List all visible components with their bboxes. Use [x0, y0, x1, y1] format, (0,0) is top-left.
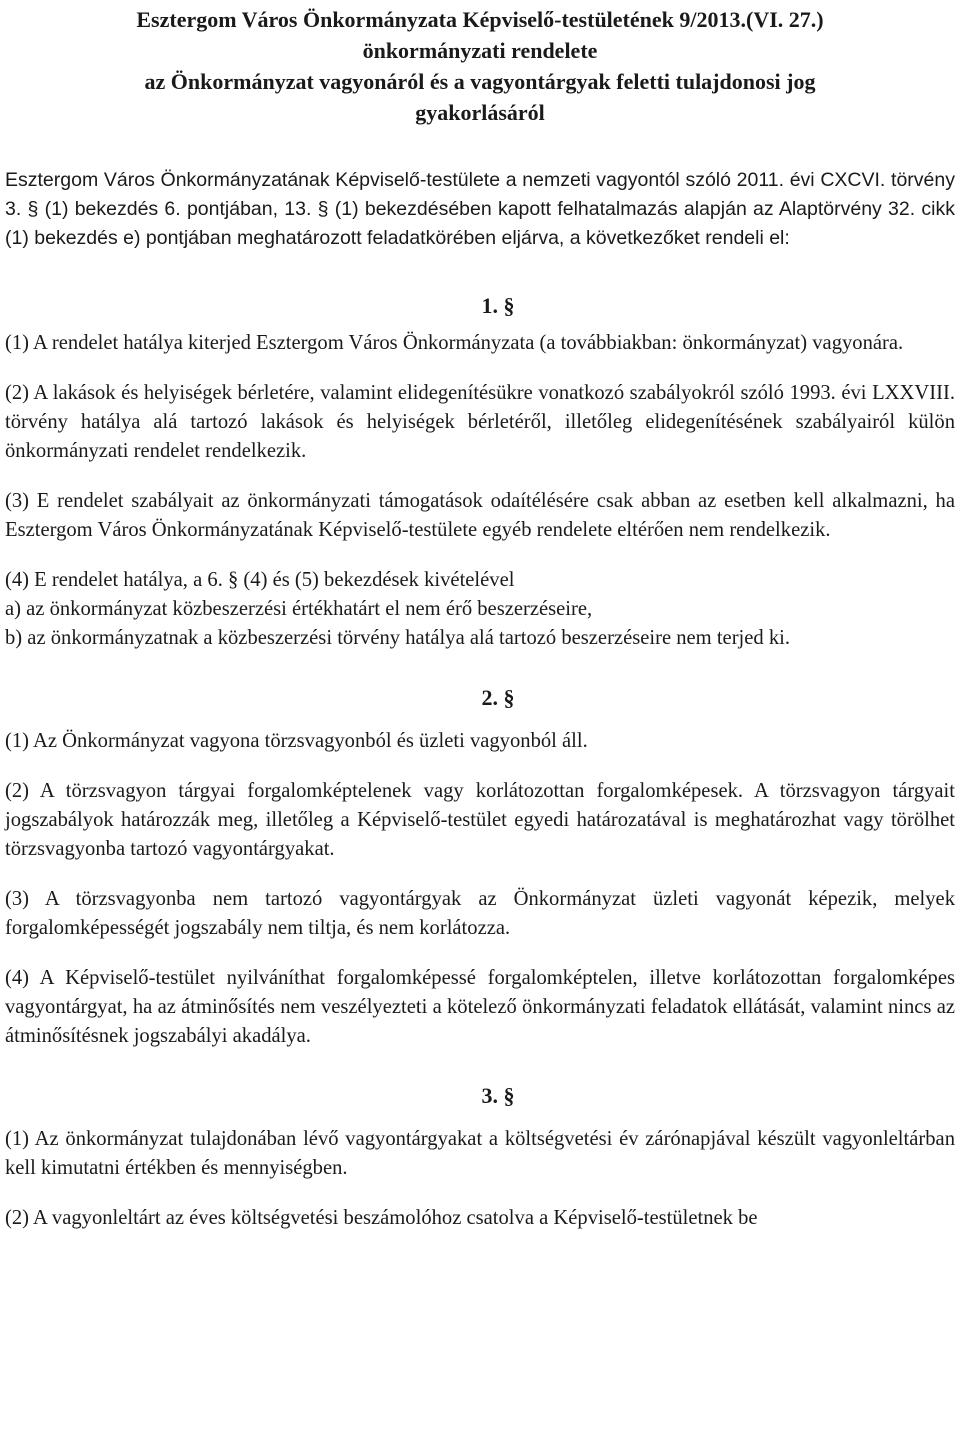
paragraph: (4) E rendelet hatálya, a 6. § (4) és (5) bekezdések kivételével [5, 569, 515, 591]
section-heading: 3. § [481, 1083, 515, 1108]
paragraph: (2) A lakások és helyiségek bérletére, valamint elidegenítésükre vonatkozó szabályokról szóló 1993. évi LXXVIII. törvény hatálya alá tartozó lakások és helyiségek bérletéről, illetőleg elidegenítésének szabályairól külön önkormányzati rendelet rendelkezik. [5, 382, 955, 462]
section-heading: 2. § [481, 685, 515, 710]
title-line: gyakorlásáról [415, 100, 545, 125]
paragraph: (1) Az Önkormányzat vagyona törzsvagyonból és üzleti vagyonból áll. [5, 730, 588, 752]
list-item: b) az önkormányzatnak a közbeszerzési törvény hatálya alá tartozó beszerzéseire nem terjed ki. [5, 627, 791, 649]
section-2 [5, 683, 955, 1051]
paragraph: (1) Az önkormányzat tulajdonában lévő vagyontárgyakat a költségvetési év zárónapjával készült vagyonleltárban kell kimutatni értékben és mennyiségben. [5, 1128, 955, 1179]
paragraph: (1) A rendelet hatálya kiterjed Esztergom Város Önkormányzata (a továbbiakban: önkormányzat) vagyonára. [5, 332, 904, 354]
title-line: az Önkormányzat vagyonáról és a vagyontárgyak feletti tulajdonosi jog [144, 69, 816, 94]
preamble: Esztergom Város Önkormányzatának Képviselő-testülete a nemzeti vagyontól szóló 2011. évi CXCVI. törvény 3. § (1) bekezdés 6. pontjában, 13. § (1) bekezdésében kapott felhatalmazás alapján az Alaptörvény 32. cikk (1) bekezdés e) pontjában meghatározott feladatkörében eljárva, a következőket rendeli el: [5, 169, 955, 249]
title-line: önkormányzati rendelete [362, 38, 598, 63]
title-line: Esztergom Város Önkormányzata Képviselő-testületének 9/2013.(VI. 27.) [136, 7, 824, 32]
paragraph: (4) A Képviselő-testület nyilváníthat forgalomképessé forgalomképtelen, illetve korlátozottan forgalomképes vagyontárgyat, ha az átminősítés nem veszélyezteti a kötelező önkormányzati feladatok ellátását, valamint nincs az átminősítésnek jogszabályi akadálya. [5, 967, 955, 1047]
list-item: a) az önkormányzat közbeszerzési értékhatárt el nem érő beszerzéseire, [5, 598, 593, 620]
section-1 [5, 291, 955, 653]
paragraph: (3) E rendelet szabályait az önkormányzati támogatások odaítélésére csak abban az esetben kell alkalmazni, ha Esztergom Város Önkormányzatának Képviselő-testülete egyéb rendelete eltérően nem rendelkezik. [5, 490, 955, 541]
document-title [5, 4, 955, 128]
paragraph: (3) A törzsvagyonba nem tartozó vagyontárgyak az Önkormányzat üzleti vagyonát képezik, melyek forgalomképességét jogszabály nem tiltja, és nem korlátozza. [5, 888, 955, 939]
section-3 [5, 1081, 955, 1233]
paragraph: (2) A törzsvagyon tárgyai forgalomképtelenek vagy korlátozottan forgalomképesek. A törzsvagyon tárgyait jogszabályok határozzák meg, illetőleg a Képviselő-testület egyedi határozatával is meghatározhat vagy törölhet törzsvagyonba tartozó vagyontárgyakat. [5, 780, 955, 860]
section-heading: 1. § [481, 293, 515, 318]
paragraph: (2) A vagyonleltárt az éves költségvetési beszámolóhoz csatolva a Képviselő-testületnek be [5, 1207, 758, 1229]
